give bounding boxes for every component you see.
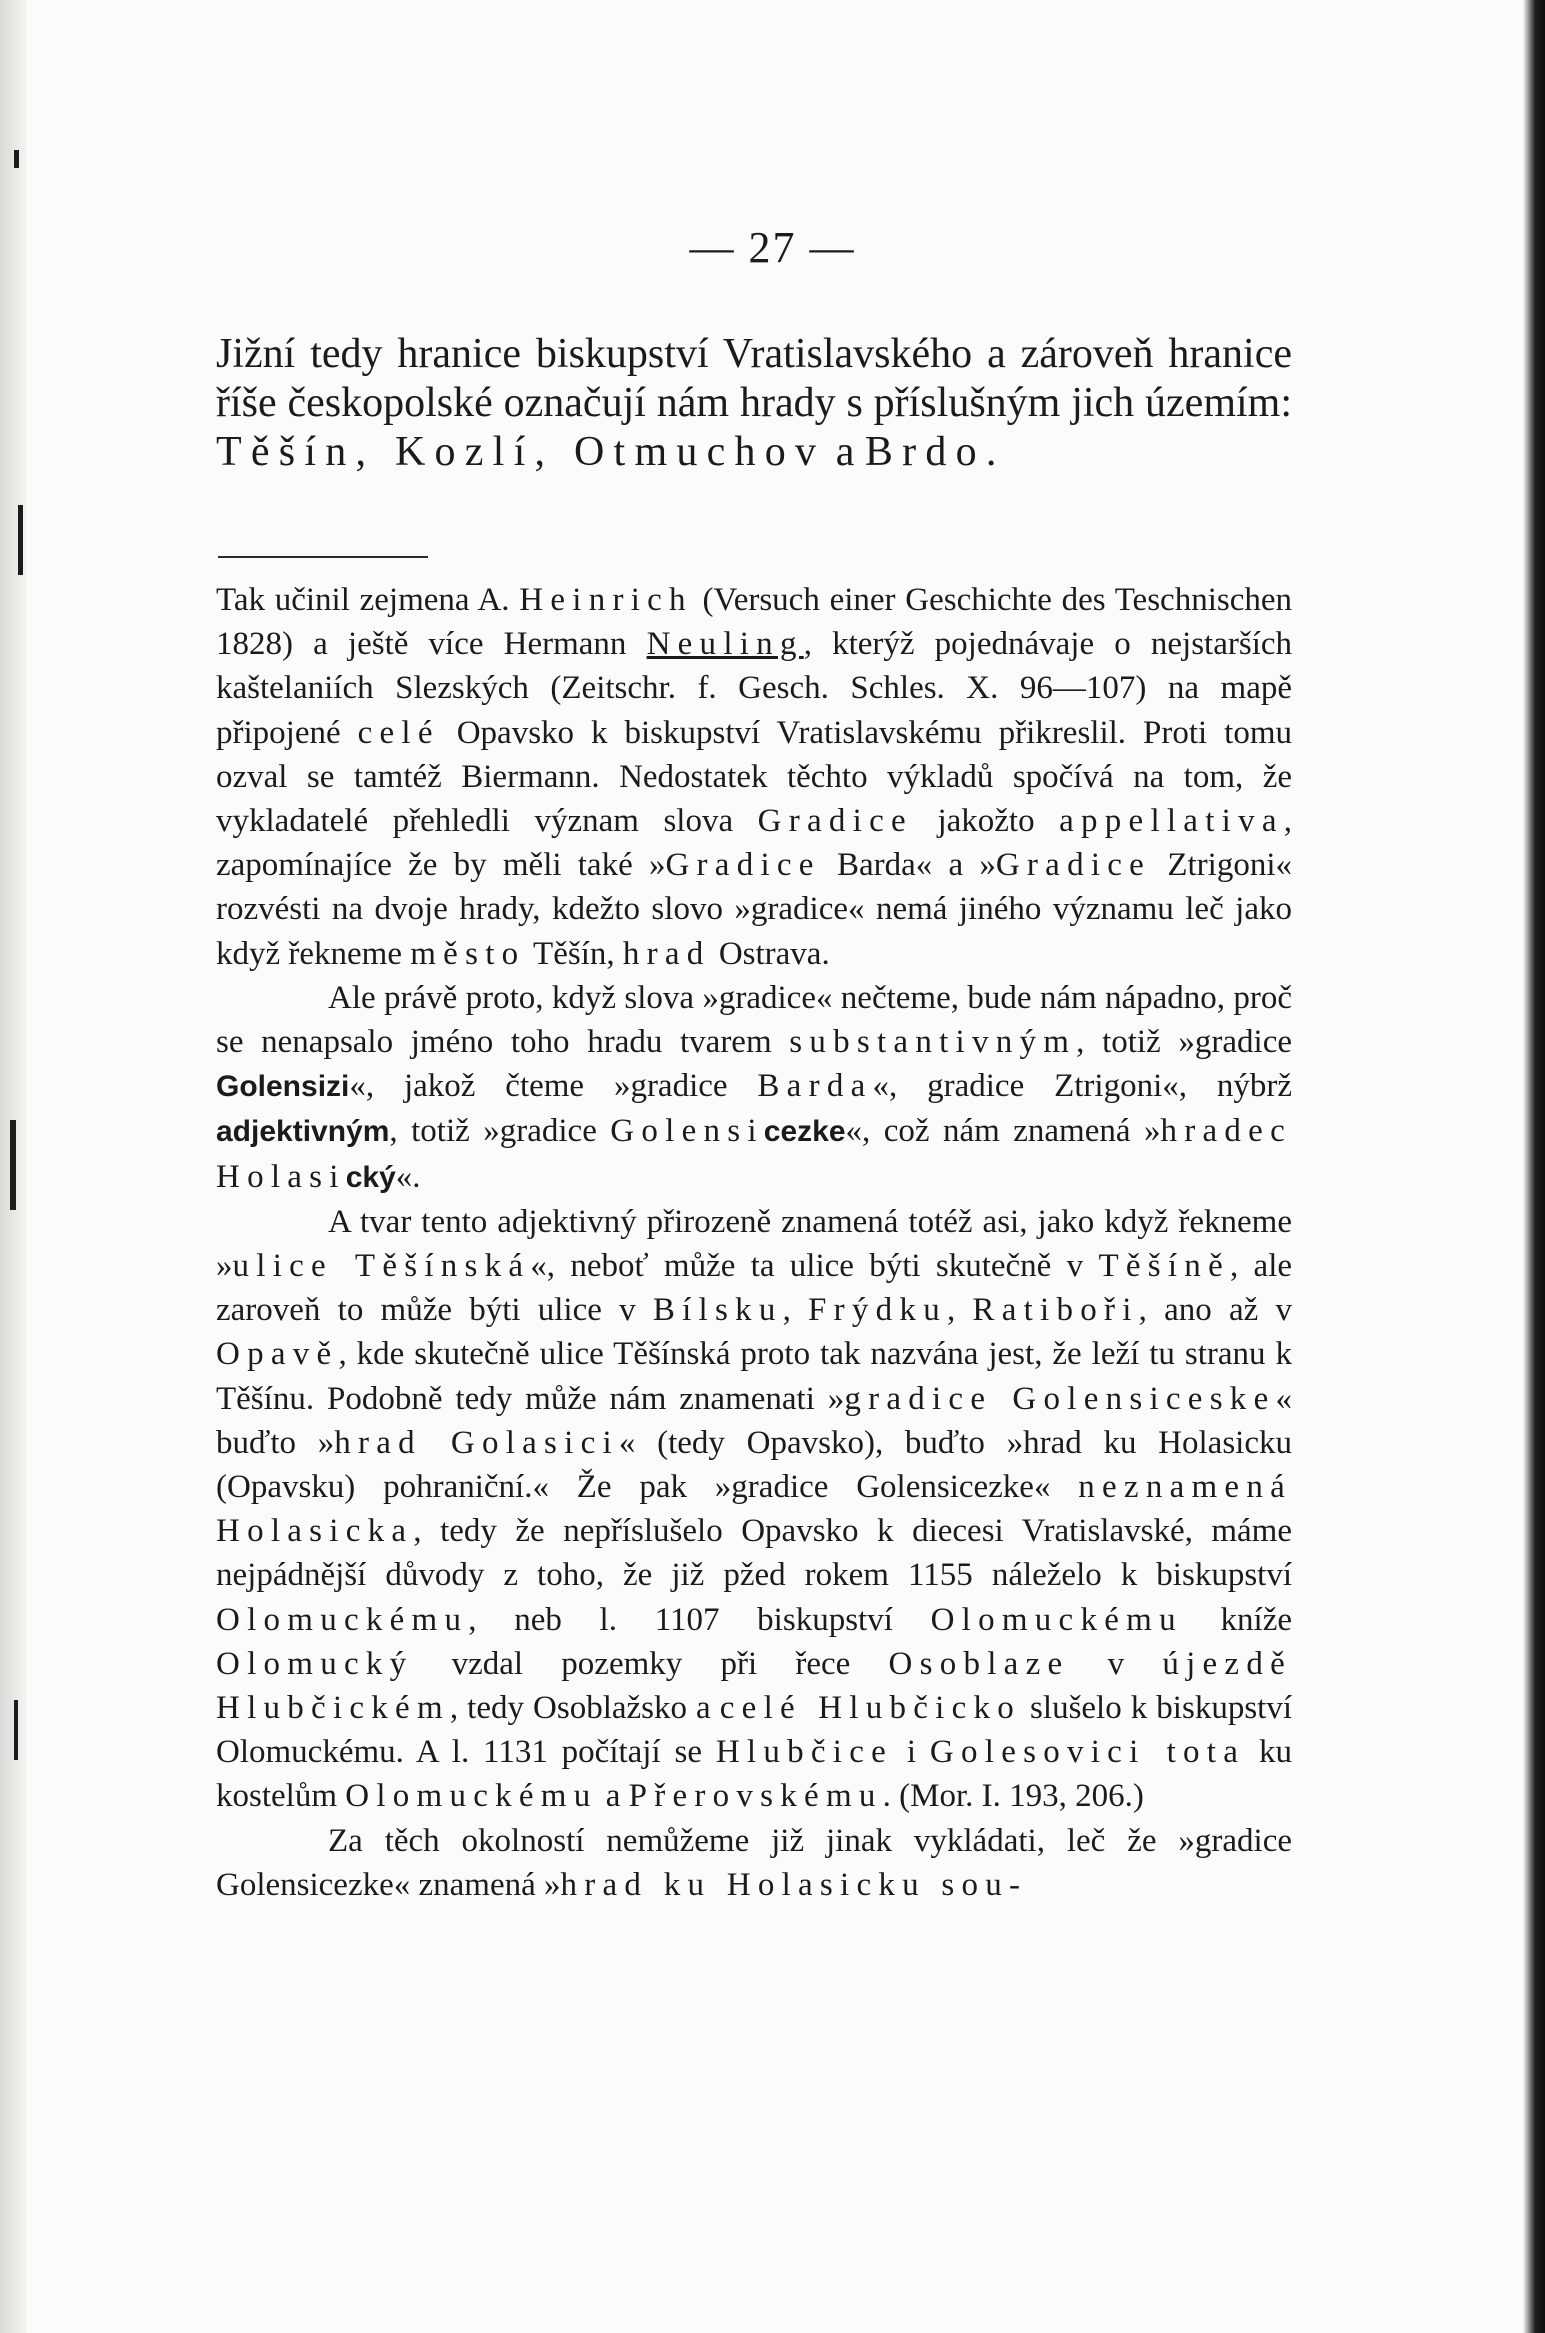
text-run: Ztrigoni« rozvésti na dvoje hrady, kdežto slovo »gradice« nemá jiného významu leč jako když řekneme (216, 847, 1292, 972)
section-rule (218, 556, 428, 558)
emphasis-run: ulice Těšínská (232, 1248, 531, 1285)
text-run: , (782, 1292, 809, 1329)
emphasis-run: Hlubčice (715, 1734, 894, 1771)
text-run: A tvar tento adjektivný přirozeně znamená totéž asi, jako když řekneme » (216, 1203, 1292, 1285)
emphasis-run: Neuling (646, 626, 804, 663)
emphasis-run: Frýdku (808, 1292, 947, 1329)
emphasis-run: hrad ku Holasicku sou- (560, 1866, 1028, 1903)
emphasis-run: gradice Golensiceske (844, 1380, 1276, 1417)
text-run: vzdal pozemky při řece (413, 1645, 889, 1682)
text-run: «, což nám znamená » (845, 1113, 1161, 1150)
text-run: , kterýž pojednávaje o nejstarších kaštelaniích Slezských (Zeitschr. f. Gesch. Schles. X. 96—107) na mapě připojené (216, 626, 1293, 751)
heading-end: . (985, 429, 997, 475)
text-run: ku kostelům (216, 1734, 1292, 1815)
emphasis-run: celé (357, 714, 440, 751)
text-run: Opavsko k biskupství Vratislavskému přikreslil. Proti tomu ozval se tamtéž Biermann. Nedostatek těchto výkladů spočívá na tom, že vykladatelé přehledli význam slova (216, 714, 1292, 840)
text-run: , neb l. 1107 biskupství (468, 1601, 931, 1638)
text-run: , totiž »gradice (1076, 1024, 1292, 1061)
emphasis-run: Bílsku (652, 1292, 783, 1329)
text-run: «, neboť může ta ulice býti skutečně v (530, 1248, 1099, 1285)
heading-text: Jižní tedy hranice biskupství Vratislavského a zároveň hranice říše českopolské označují nám hrady s příslušným jich územím: (216, 331, 1292, 426)
emphasis-run: újezdě Hlubčickém (216, 1645, 1292, 1727)
emphasis-run: Barda (757, 1068, 873, 1105)
text-run: v (1069, 1645, 1163, 1682)
text-run: «, jakož čteme »gradice (349, 1068, 758, 1105)
emphasis-run: Olomuckému (930, 1601, 1183, 1638)
heading-paragraph (216, 330, 1292, 477)
emphasis-run: Osoblaze (888, 1645, 1070, 1682)
emphasis-run: hrad Golasici (334, 1424, 619, 1461)
paragraph-4 (216, 1819, 1292, 1907)
emphasis-run: substantivným (789, 1024, 1077, 1061)
emphasis-run: Heinrich (519, 582, 693, 618)
emphasis-run: celé Hlubčicko (719, 1690, 1022, 1727)
emphasis-run: Olomucký (216, 1645, 414, 1682)
text-run: slušelo k biskupství Olomuckému. A l. 1131 počítají se (216, 1690, 1292, 1771)
text-run: «. (395, 1158, 421, 1195)
page-right-edge (1523, 0, 1545, 2333)
text-run: , zapomínajíce že by měli také » (216, 803, 1292, 884)
text-run: . (Mor. I. 193, 206.) (882, 1778, 1144, 1815)
emphasis-run: Olomuckému (216, 1601, 469, 1638)
text-run: « (tedy Opavsko), buďto »hrad ku Holasicku (Opavsku) pohraniční.« Že pak »gradice Golensicezke« (216, 1424, 1292, 1506)
emphasis-run: Opavě (216, 1336, 339, 1373)
emphasis-run: Přerovskému (628, 1778, 883, 1815)
emphasis-run: hrad (622, 935, 711, 972)
text-run: , totiž »gradice (389, 1113, 611, 1150)
text-run: , ale zaroveň to může býti ulice v (216, 1248, 1293, 1329)
text-run: Ostrava. (710, 935, 830, 972)
text-run: Těšín, (525, 935, 623, 972)
text-run: , tedy že nepříslušelo Opavsko k diecesi Vratislavské, máme nejpádnější důvody z toho, že již pžed rokem 1155 náleželo k biskupství (216, 1513, 1292, 1594)
paragraph-1 (216, 578, 1292, 976)
emphasis-run: Gradice (995, 847, 1152, 884)
heading-last-place: Brdo (864, 429, 986, 475)
text-run: Tak učinil zejmena A. (216, 582, 520, 618)
scan-speck (14, 150, 19, 168)
emphasis-run: Ratiboři (972, 1292, 1139, 1329)
heading-places: Těšín, Kozlí, Otmuchov (216, 429, 826, 475)
text-run: jakožto (912, 803, 1060, 840)
bold-run: adjektivným (216, 1115, 390, 1149)
heading-and: a (825, 429, 865, 475)
page-number: — 27 — (689, 223, 856, 272)
emphasis-run: Olomuckému (345, 1778, 598, 1815)
bold-run: Golensizi (216, 1070, 350, 1104)
bold-run: cezke (763, 1115, 846, 1149)
text-run: « buďto » (216, 1380, 1292, 1461)
text-run: a (597, 1778, 629, 1815)
scan-speck (10, 1120, 16, 1210)
bold-run: cký (345, 1160, 396, 1194)
emphasis-run: neznamená Holasicka (216, 1469, 1292, 1550)
text-run: Barda« a » (820, 847, 996, 884)
emphasis-run: Gradice (757, 803, 913, 840)
text-run: , kde skutečně ulice Těšínská proto tak nazvána jest, že leží tu stranu k Těšínu. Podobně tedy může nám znamenati » (216, 1336, 1292, 1417)
emphasis-run: appellativa (1059, 803, 1284, 840)
paragraph-3 (216, 1200, 1292, 1819)
text-run: Ale právě proto, když slova »gradice« nečteme, bude nám nápadno, proč se nenapsalo jméno toho hradu tvarem (216, 979, 1292, 1061)
emphasis-run: Golensi (610, 1113, 764, 1150)
emphasis-run: město (410, 935, 526, 972)
body-text (216, 578, 1292, 1907)
text-run: , (946, 1292, 973, 1329)
text-run: , ano až v (1138, 1292, 1292, 1329)
emphasis-run: Golesovici tota (929, 1734, 1246, 1771)
text-run: kníže (1182, 1601, 1293, 1638)
emphasis-run: hradec Holasi (216, 1113, 1292, 1195)
scan-speck (18, 505, 23, 575)
text-run: (Versuch einer Geschichte des Teschnischen 1828) a ještě více Hermann (216, 582, 1292, 663)
emphasis-run: Těšíně (1098, 1248, 1230, 1285)
text-run: i (893, 1734, 930, 1771)
text-run: , tedy Osoblažsko a (449, 1690, 720, 1727)
text-run: «, gradice Ztrigoni«, nýbrž (872, 1068, 1292, 1105)
paragraph-2 (216, 976, 1292, 1200)
emphasis-run: Gradice (665, 847, 821, 884)
text-run: Za těch okolností nemůžeme již jinak vykládati, leč že »gradice Golensicezke« znamená » (216, 1822, 1292, 1903)
scan-speck (14, 1700, 18, 1760)
